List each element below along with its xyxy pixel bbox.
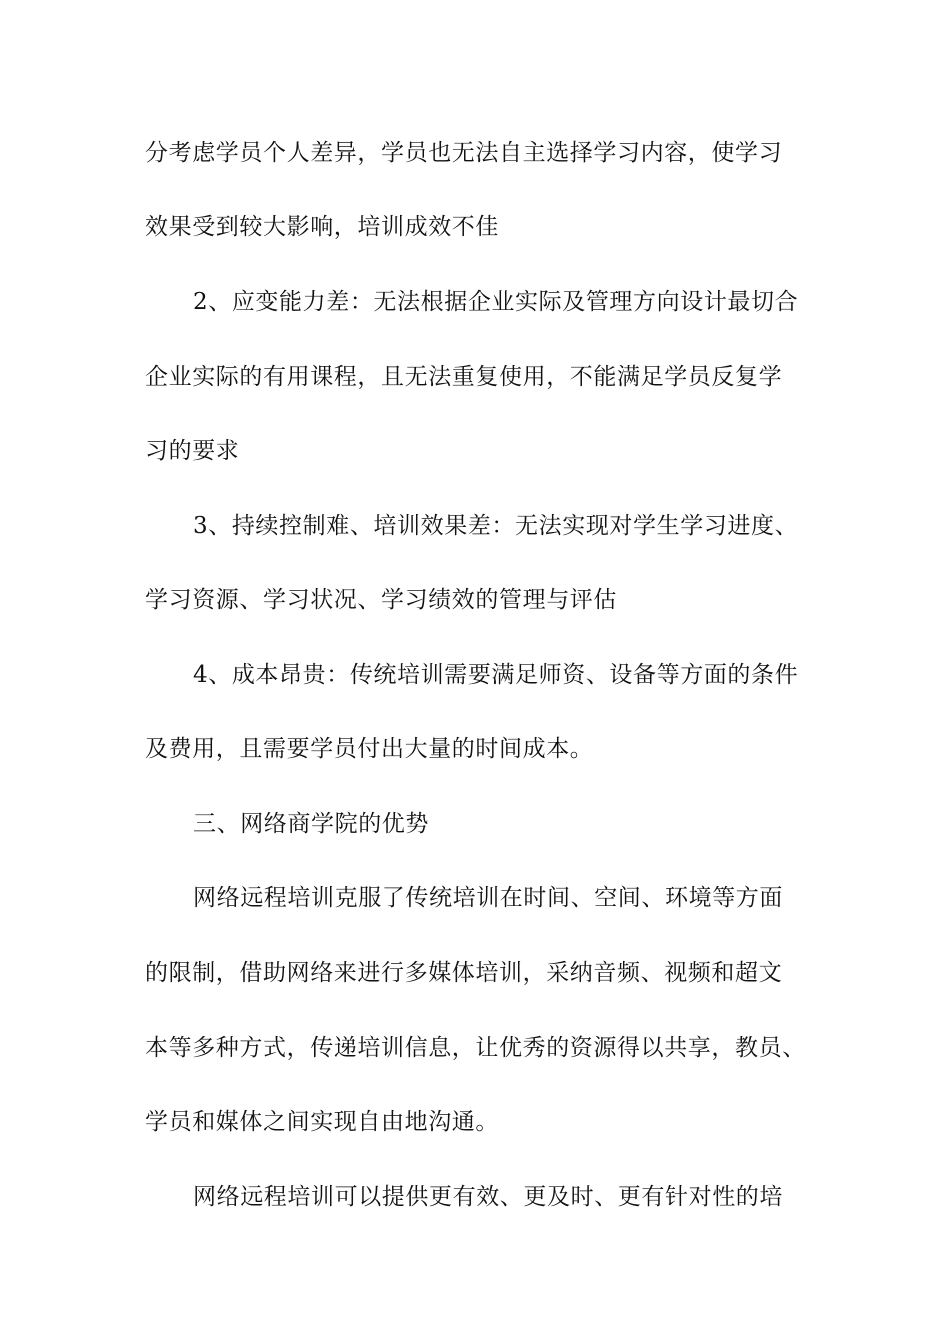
text-line: 学习资源、学习状况、学习绩效的管理与评估 — [145, 587, 617, 613]
list-item-text: 2、应变能力差：无法根据企业实际及管理方向设计最切合 — [193, 289, 799, 315]
text-line: 习的要求 — [145, 438, 240, 464]
section-heading: 三、网络商学院的优势 — [193, 811, 429, 837]
text-line: 效果受到较大影响，培训成效不佳 — [145, 214, 499, 240]
list-item-text: 3、持续控制难、培训效果差：无法实现对学生学习进度、 — [193, 513, 799, 539]
text-line: 的限制，借助网络来进行多媒体培训，采纳音频、视频和超文 — [145, 960, 783, 986]
text-line: 学员和媒体之间实现自由地沟通。 — [145, 1109, 499, 1135]
paragraph-text: 网络远程培训克服了传统培训在时间、空间、环境等方面 — [193, 885, 783, 911]
paragraph-text: 网络远程培训可以提供更有效、更及时、更有针对性的培 — [193, 1184, 783, 1210]
list-item-text: 4、成本昂贵：传统培训需要满足师资、设备等方面的条件 — [193, 662, 799, 688]
text-line: 本等多种方式，传递培训信息，让优秀的资源得以共享，教员、 — [145, 1035, 806, 1061]
text-line: 及费用，且需要学员付出大量的时间成本。 — [145, 736, 594, 762]
text-line: 分考虑学员个人差异，学员也无法自主选择学习内容，使学习 — [145, 140, 783, 166]
text-line: 企业实际的有用课程，且无法重复使用，不能满足学员反复学 — [145, 364, 783, 390]
